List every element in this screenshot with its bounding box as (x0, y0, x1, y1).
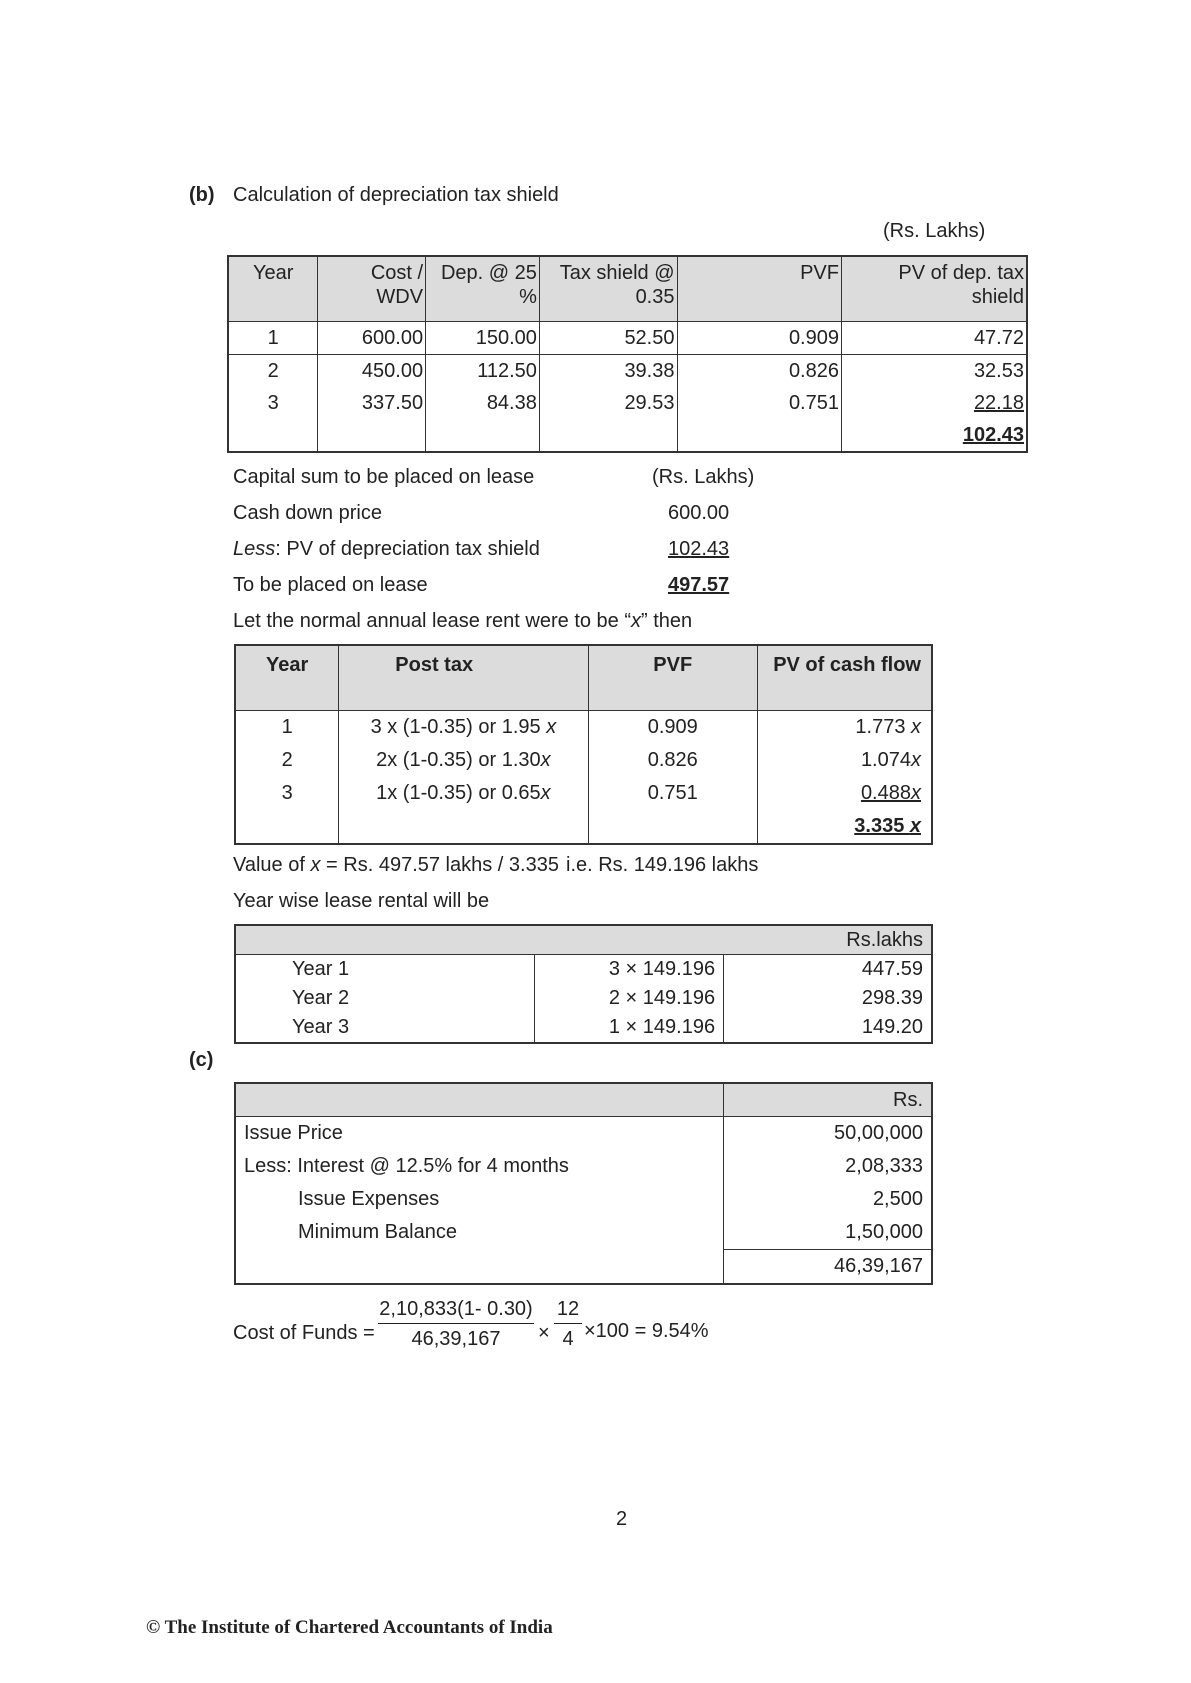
capital-title: Capital sum to be placed on lease (233, 466, 535, 488)
table-row (228, 355, 1027, 388)
table-cell: Issue Expenses (235, 1183, 723, 1216)
table-cell: 298.39 (724, 984, 932, 1013)
table-cell: 0.909 (677, 322, 842, 355)
table-cell: Year 2 (235, 984, 534, 1013)
yearwise-rental-table (234, 924, 933, 1044)
table-cell: 1 (235, 711, 339, 745)
lease-rent-table (234, 644, 933, 845)
pv-var: x (911, 716, 921, 738)
post-tax-text: 1x (1-0.35) or 0.65 (376, 782, 541, 804)
table-cell: 32.53 (842, 355, 1028, 388)
table-cell: Year 1 (235, 955, 534, 985)
table-cell (757, 777, 932, 810)
total-text: 3.335 (854, 815, 910, 837)
less-line (233, 538, 540, 561)
pv-text: 1.773 (855, 716, 911, 738)
table-cell: 0.751 (588, 777, 757, 810)
post-tax-text: 3 x (1-0.35) or 1.95 (370, 716, 547, 738)
col-header-pvf: PVF (677, 256, 842, 322)
table4-unit: Rs. (723, 1083, 932, 1117)
col-header-dep: Dep. @ 25 % (426, 256, 540, 322)
table-cell: 3 (235, 777, 339, 810)
table-cell (757, 744, 932, 777)
table-cell: 447.59 (724, 955, 932, 985)
value-var: x (310, 854, 321, 876)
page-number: 2 (616, 1508, 628, 1530)
cash-down-label: Cash down price (233, 502, 382, 524)
total-var: x (909, 815, 921, 837)
let-var: x (631, 610, 642, 632)
table-row (235, 1150, 932, 1183)
table-cell: 337.50 (318, 387, 426, 419)
value-of-x (233, 854, 559, 877)
table-cell: 149.20 (724, 1013, 932, 1043)
table-row (235, 711, 932, 745)
table-cell (339, 777, 588, 810)
table-cell: 3 × 149.196 (534, 955, 724, 985)
post-tax-text: 2x (1-0.35) or 1.30 (376, 749, 541, 771)
fraction-2-numerator: 12 (554, 1298, 582, 1324)
table-cell: Year 3 (235, 1013, 534, 1043)
table-cell (339, 744, 588, 777)
table4-total: 46,39,167 (723, 1250, 932, 1285)
capital-unit: (Rs. Lakhs) (652, 466, 755, 488)
table-cell: 1,50,000 (723, 1216, 932, 1250)
col-header-year: Year (228, 256, 318, 322)
table-cell: 150.00 (426, 322, 540, 355)
table-row (235, 744, 932, 777)
times-sign: × (538, 1322, 550, 1344)
section-b-heading: Calculation of depreciation tax shield (233, 184, 559, 206)
footer-copyright: © The Institute of Chartered Accountants of India (146, 1617, 553, 1638)
table-row (235, 955, 932, 985)
col-header-post-tax: Post tax (339, 645, 588, 711)
table-total-row (235, 810, 932, 844)
table-row (235, 1117, 932, 1151)
fraction-1 (378, 1298, 534, 1351)
col-header-pv-dep-tax-shield: PV of dep. tax shield (842, 256, 1028, 322)
table-cell: 2,08,333 (723, 1150, 932, 1183)
post-tax-var: x (546, 716, 557, 738)
table-cell: Less: Interest @ 12.5% for 4 months (235, 1150, 723, 1183)
table-cell: 450.00 (318, 355, 426, 388)
placed-value: 497.57 (668, 574, 730, 596)
table-cell: 22.18 (842, 387, 1028, 419)
value-suffix: = Rs. 497.57 lakhs / 3.335 (320, 854, 559, 876)
table-row (235, 1216, 932, 1250)
table3-unit: Rs.lakhs (235, 925, 932, 955)
table-row (235, 777, 932, 810)
post-tax-var: x (540, 749, 551, 771)
col-header-year: Year (235, 645, 339, 711)
table-cell: Minimum Balance (235, 1216, 723, 1250)
pv-text: 1.074 (860, 749, 911, 771)
section-c-label: (c) (189, 1049, 214, 1071)
formula-tail: ×100 = 9.54% (584, 1320, 709, 1342)
table-cell: 3 (228, 387, 318, 419)
fraction-2-denominator: 4 (562, 1328, 574, 1350)
table-cell: 0.826 (677, 355, 842, 388)
cost-of-funds-label: Cost of Funds = (233, 1322, 375, 1344)
table-row (235, 984, 932, 1013)
table-cell: 39.38 (539, 355, 677, 388)
value-prefix: Value of (233, 854, 311, 876)
placed-label: To be placed on lease (233, 574, 428, 596)
table-cell: 1 (228, 322, 318, 355)
table-cell: 2 (228, 355, 318, 388)
let-suffix: ” then (641, 610, 693, 632)
total-pv-cash-flow (757, 810, 932, 844)
table-total-row (228, 419, 1027, 452)
table-cell: 47.72 (842, 322, 1028, 355)
less-prefix: Less (233, 538, 276, 560)
fraction-1-numerator: 2,10,833(1- 0.30) (378, 1298, 534, 1324)
table-row (228, 322, 1027, 355)
cash-down-value: 600.00 (668, 502, 730, 524)
table-cell: 2,500 (723, 1183, 932, 1216)
post-tax-var: x (540, 782, 551, 804)
table-cell: 1 × 149.196 (534, 1013, 724, 1043)
fraction-1-denominator: 46,39,167 (411, 1328, 501, 1350)
table-cell (757, 711, 932, 745)
table-cell: 50,00,000 (723, 1117, 932, 1151)
table-cell: 600.00 (318, 322, 426, 355)
table-cell: 112.50 (426, 355, 540, 388)
table-cell: 84.38 (426, 387, 540, 419)
col-header-pvf: PVF (588, 645, 757, 711)
table-cell: 0.909 (588, 711, 757, 745)
table-cell: 29.53 (539, 387, 677, 419)
value-ie: i.e. Rs. 149.196 lakhs (566, 854, 759, 876)
table-row (235, 1013, 932, 1043)
cost-of-funds-table (234, 1082, 933, 1285)
table-cell: Issue Price (235, 1117, 723, 1151)
table-cell (339, 711, 588, 745)
col-header-cost-wdv: Cost / WDV (318, 256, 426, 322)
col-header-pv-cash-flow: PV of cash flow (757, 645, 932, 711)
fraction-2 (554, 1298, 582, 1351)
col-header-tax-shield: Tax shield @ 0.35 (539, 256, 677, 322)
let-statement (233, 610, 692, 633)
table-row (235, 1183, 932, 1216)
pv-var: x (911, 782, 921, 804)
table-total-row (235, 1250, 932, 1285)
table-cell: 2 × 149.196 (534, 984, 724, 1013)
table-cell: 0.826 (588, 744, 757, 777)
less-value: 102.43 (668, 538, 730, 560)
table-cell: 0.751 (677, 387, 842, 419)
less-label: : PV of depreciation tax shield (275, 538, 540, 560)
pv-text: 0.488 (860, 782, 911, 804)
depreciation-tax-shield-table (227, 255, 1028, 453)
pv-var: x (911, 749, 921, 771)
table1-unit: (Rs. Lakhs) (883, 220, 986, 242)
let-prefix: Let the normal annual lease rent were to be “ (233, 610, 632, 632)
table-cell: 2 (235, 744, 339, 777)
table-cell: 52.50 (539, 322, 677, 355)
yearwise-label: Year wise lease rental will be (233, 890, 490, 912)
section-b-label: (b) (189, 184, 215, 206)
table-row (228, 387, 1027, 419)
total-pv-dep-tax-shield: 102.43 (842, 419, 1028, 452)
